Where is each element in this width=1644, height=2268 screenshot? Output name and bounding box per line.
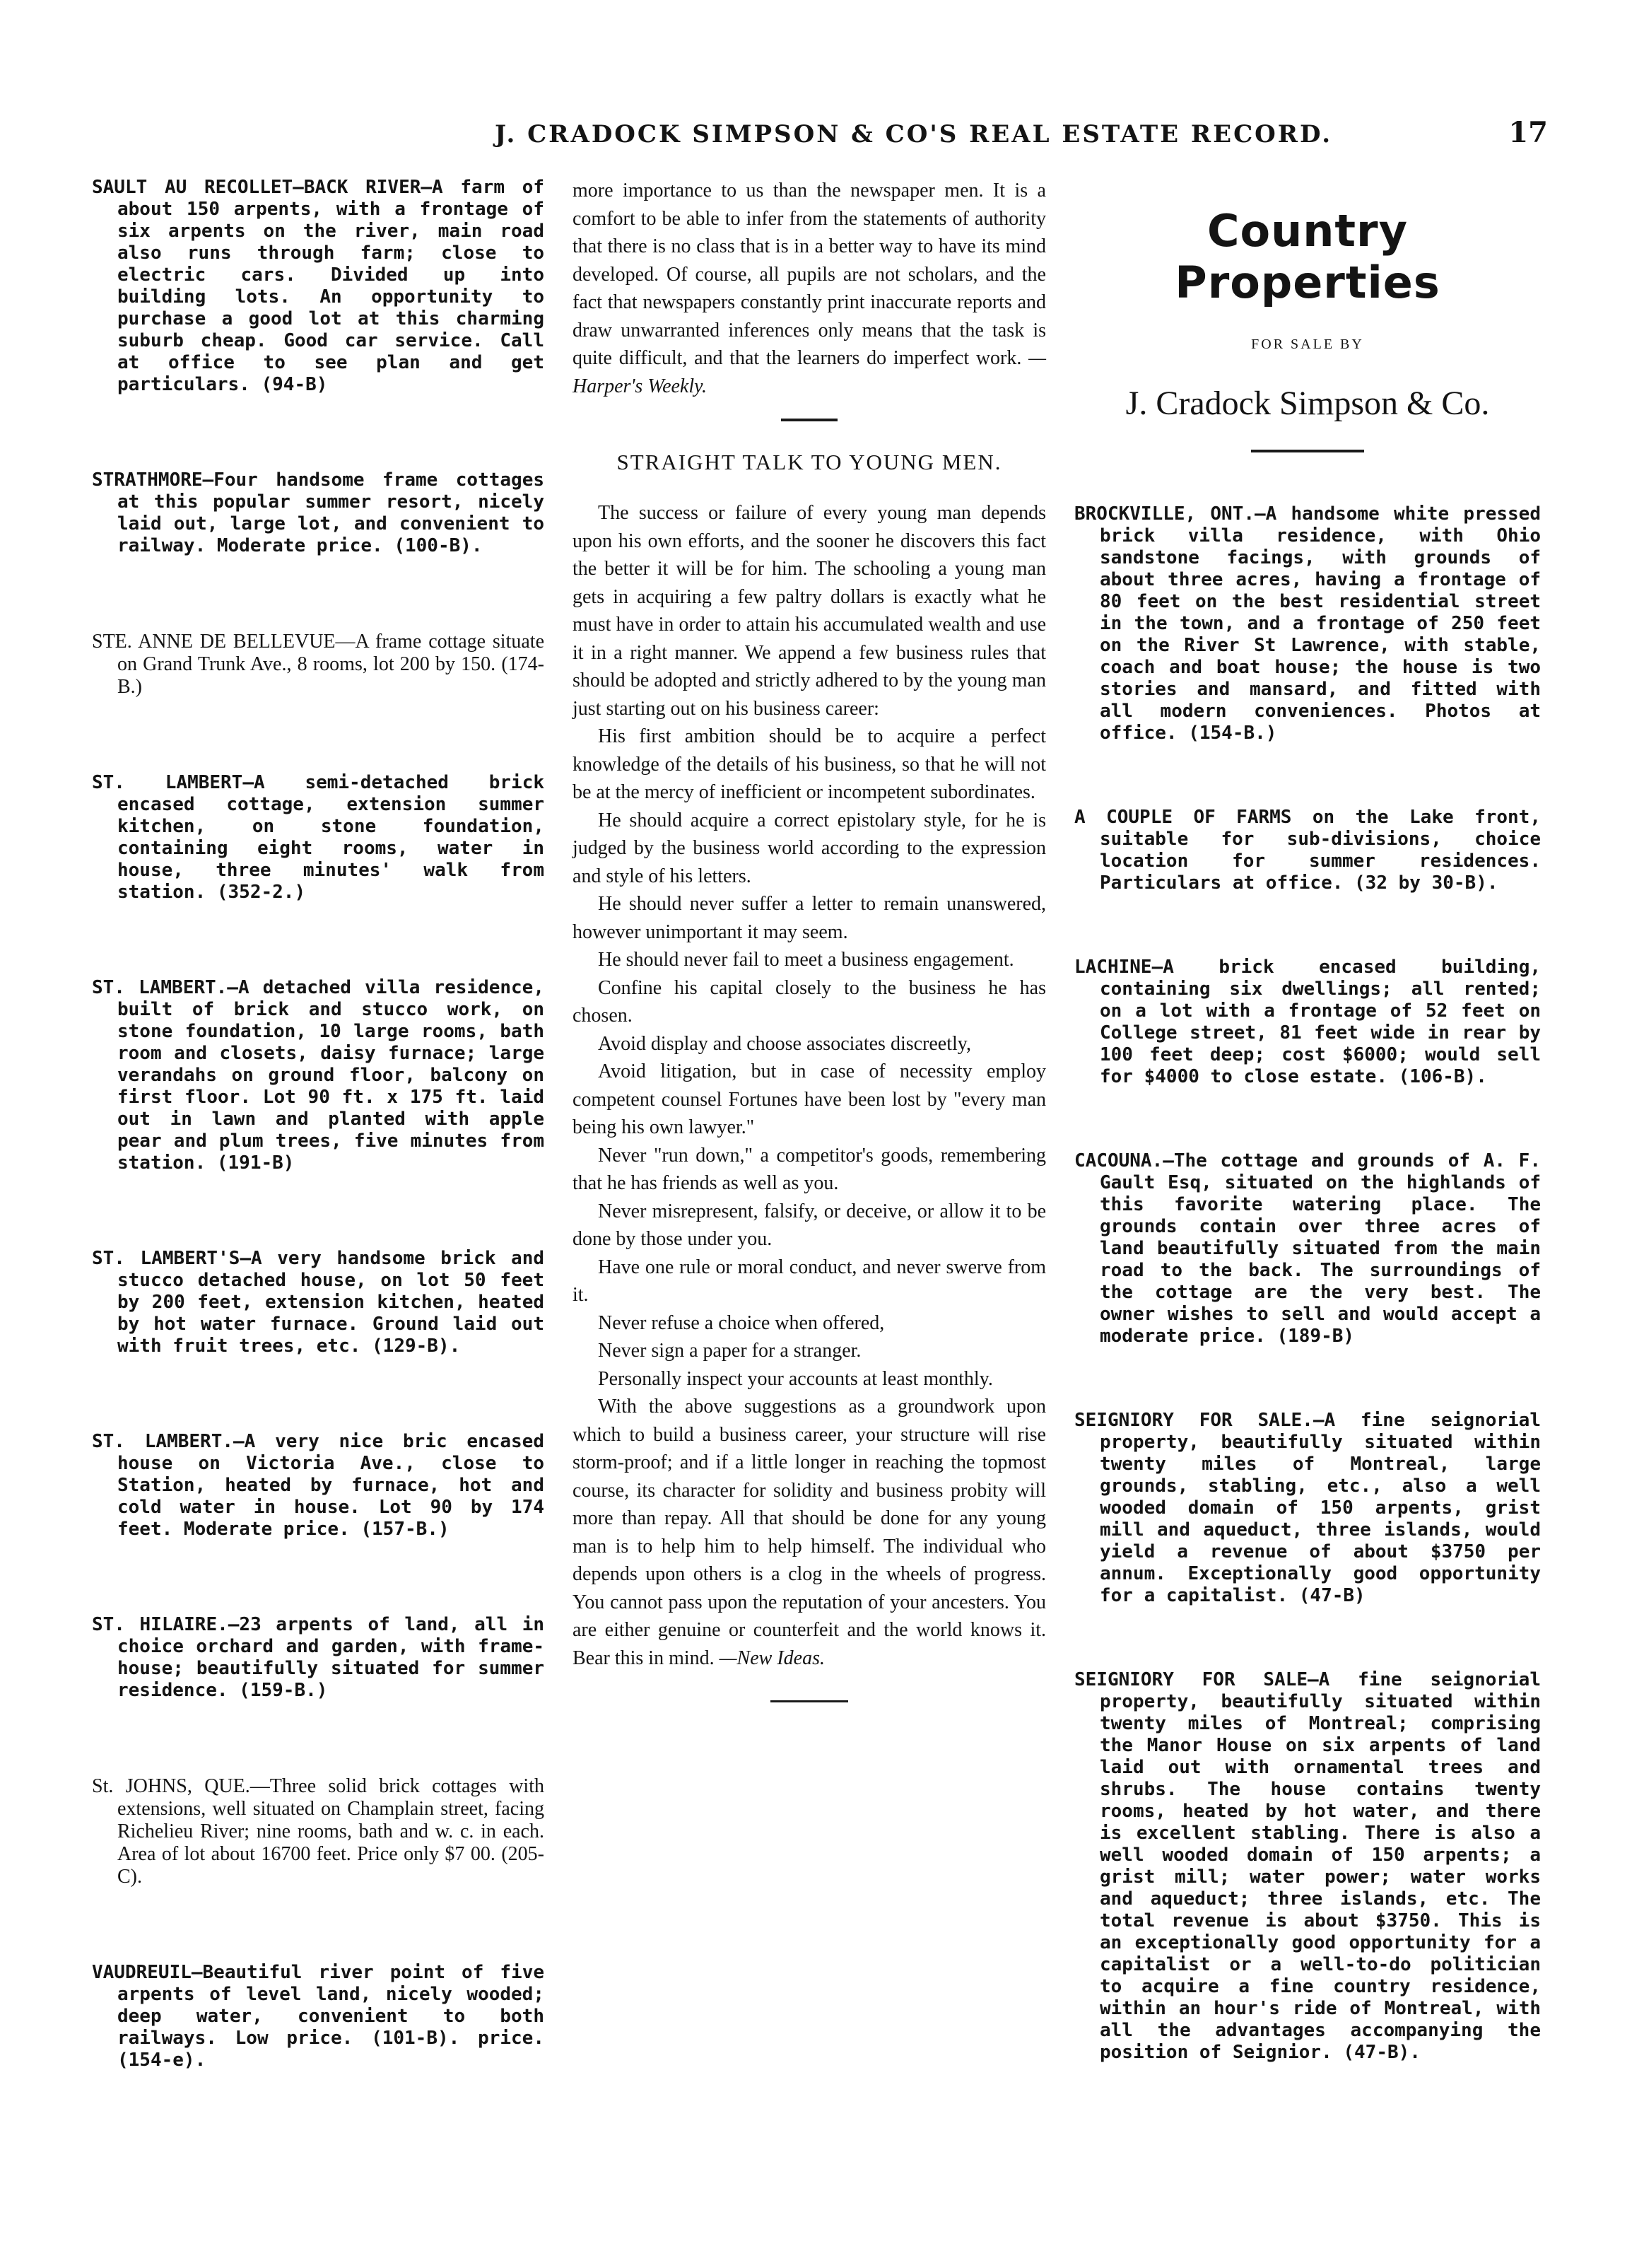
- listing-seigniory-2: SEIGNIORY FOR SALE—A fine seignorial property, beautifully situated within twenty miles of Montreal; comprising the Manor House on six arpents of land laid out with ornamental trees and shrubs. The house contains twenty rooms, heated by hot water, and there is excellent stabling. There is also a well wooded domain of 150 arpents; a grist mill; water power; water works and aqueduct; three islands, etc. The total revenue is about $3750. This is an exceptionally good opportunity for a capitalist or a well-to-do politician to acquire a fine country residence, within an hour's ride of Montreal, with all the advantages accompanying the position of Seignior. (47-B).: [1074, 1669, 1541, 2063]
- listing-sault-au-recollet: SAULT AU RECOLLET—BACK RIVER—A farm of about 150 arpents, with a frontage of six arpents on the river, main road also runs through farm; close to electric cars. Divided up into building lots. An opportunity to purchase a good lot at this charming suburb cheap. Good car service. Call at office to see plan and get particulars. (94-B): [92, 177, 544, 395]
- article-paragraph: He should acquire a correct epistolary style, for he is judged by the business world according to the expression and style of his letters.: [573, 809, 1046, 887]
- article-paragraph: Personally inspect your accounts at least monthly.: [598, 1367, 993, 1390]
- middle-column: [573, 177, 1046, 1702]
- listing-st-johns: St. JOHNS, QUE.—Three solid brick cottages with extensions, well situated on Champlain street, facing Richelieu River; nine rooms, bath and w. c. in each. Area of lot about 16700 feet. Price only $7 00. (205-C).: [92, 1775, 544, 1888]
- listing-ste-anne-de-bellevue: STE. ANNE DE BELLEVUE—A frame cottage situate on Grand Trunk Ave., 8 rooms, lot 200 by 150. (174-B.): [92, 631, 544, 698]
- article-paragraph: Avoid display and choose associates discreetly,: [598, 1032, 971, 1055]
- listing-st-lambert-semi-detached: ST. LAMBERT—A semi-detached brick encased cottage, extension summer kitchen, on stone foundation, containing eight rooms, water in house, three minutes' walk from station. (352-2.): [92, 772, 544, 903]
- article-intro-credit: —Harper's Weekly.: [573, 347, 1047, 397]
- running-title: J. CRADOCK SIMPSON & CO'S REAL ESTATE RECORD.: [495, 120, 1333, 148]
- article-paragraph: He should never fail to meet a business engagement.: [598, 949, 1014, 971]
- listing-lachine: LACHINE—A brick encased building, containing six dwellings; all rented; on a lot with a frontage of 52 feet on College street, 81 feet wide in rear by 100 feet deep; cost $6000; would sell for $4000 to close estate. (106-B).: [1074, 957, 1541, 1087]
- article-closing-credit: —New Ideas.: [719, 1647, 825, 1669]
- ad-title: Country Properties: [1175, 205, 1440, 308]
- ad-subtitle: FOR SALE BY: [1251, 337, 1364, 352]
- article-paragraph: Never sign a paper for a stranger.: [598, 1340, 862, 1362]
- listing-st-lambert-villa: ST. LAMBERT.—A detached villa residence, built of brick and stucco work, on stone foundation, 10 large rooms, bath room and closets, daisy furnace; large verandahs on ground floor, balcony on first floor. Lot 90 ft. x 175 ft. laid out in lawn and planted with apple pear and plum trees, five minutes from station. (191-B): [92, 977, 544, 1174]
- ad-firm-name: J. Cradock Simpson & Co.: [1125, 385, 1490, 422]
- article-intro: [573, 177, 1046, 400]
- section-divider: [781, 419, 838, 421]
- article-final-text: With the above suggestions as a groundwork upon which to build a business career, your structure will rise storm-proof; and if a little longer in reaching the topmost course, its character for solidity and business probity will more than repay. All that should be done for any young man is to help him to help himself. The individual who depends upon others is a clog in the wheels of progress. You cannot pass upon the reputation of your ancesters. You are either genuine or counterfeit and the world knows it. Bear this in mind.: [573, 1396, 1046, 1669]
- article-paragraph: Confine his capital closely to the business he has chosen.: [573, 976, 1046, 1027]
- page-number: 17: [1508, 116, 1548, 149]
- article-paragraph-final: [573, 1393, 1046, 1672]
- listing-cacouna: CACOUNA.—The cottage and grounds of A. F. Gault Esq, situated on the highlands of this favorite watering place. The grounds contain over three acres of land beautifully situated from the main road to the back. The surroundings of the cottage are the very best. The owner wishes to sell and would accept a moderate price. (189-B): [1074, 1150, 1541, 1347]
- listing-vaudreuil: VAUDREUIL—Beautiful river point of five arpents of level land, nicely wooded; deep water, convenient to both railways. Low price. (101-B). price. (154-e).: [92, 1962, 544, 2071]
- listing-st-hilaire: ST. HILAIRE.—23 arpents of land, all in choice orchard and garden, with frame-house; beautifully situated for summer residence. (159-B.): [92, 1614, 544, 1701]
- listing-brockville: BROCKVILLE, ONT.—A handsome white pressed brick villa residence, with Ohio sandstone facings, with grounds of about three acres, having a frontage of 80 feet on the best residential street in the town, and a frontage of 250 feet on the River St Lawrence, with stable, coach and boat house; the house is two stories and mansard, and fitted with all modern conveniences. Photos at office. (154-B.): [1074, 503, 1541, 744]
- left-column: [92, 177, 544, 2145]
- listing-seigniory-1: SEIGNIORY FOR SALE.—A fine seignorial property, beautifully situated within twenty miles of Montreal, large grounds, stabling, etc., also a well wooded domain of 150 arpents, grist mill and aqueduct, three islands, would yield a revenue of about $3750 per annum. Exceptionally good opportunity for a capitalist. (47-B): [1074, 1410, 1541, 1606]
- article-paragraph: Have one rule or moral conduct, and never swerve from it.: [573, 1256, 1046, 1306]
- article-paragraph: Never misrepresent, falsify, or deceive, or allow it to be done by those under you.: [573, 1200, 1046, 1250]
- article-intro-text: more importance to us than the newspaper men. It is a comfort to be able to infer from the statements of authority that there is no class that is in a better way to have its mind developed. Of course, all pupils are not scholars, and the fact that newspapers constantly print inaccurate reports and draw unwarranted inferences only means that the task is quite difficult, and that the learners do imperfect work.: [573, 180, 1046, 369]
- article-paragraph: Avoid litigation, but in case of necessity employ competent counsel Fortunes have been lost by "every man being his own lawyer.": [573, 1060, 1046, 1138]
- article-paragraph: Never "run down," a competitor's goods, remembering that he has friends as well as you.: [573, 1144, 1046, 1194]
- page-header: [92, 116, 1548, 156]
- end-divider: [770, 1700, 848, 1702]
- article-heading: STRAIGHT TALK TO YOUNG MEN.: [616, 450, 1002, 474]
- article-paragraph: The success or failure of every young man depends upon his own efforts, and the sooner he discovers this fact the better it will be for him. The schooling a young man gets in acquiring a few paltry dollars is exactly what he must have in order to attain his accumulated wealth and use it in a right manner. We append a few business rules that should be adopted and strictly adhered to by the young man just starting out on his business career:: [573, 502, 1046, 720]
- listing-st-lambert-victoria-ave: ST. LAMBERT.—A very nice bric encased house on Victoria Ave., close to Station, heated by furnace, hot and cold water in house. Lot 90 by 174 feet. Moderate price. (157-B.): [92, 1431, 544, 1540]
- listing-st-lamberts-brick: ST. LAMBERT'S—A very handsome brick and stucco detached house, on lot 50 feet by 200 feet, extension kitchen, heated by hot water furnace. Ground laid out with fruit trees, etc. (129-B).: [92, 1248, 544, 1357]
- ad-divider: [1251, 450, 1364, 452]
- listing-couple-of-farms: A COUPLE OF FARMS on the Lake front, suitable for sub-divisions, choice location for summer residences. Particulars at office. (32 by 30-B).: [1074, 807, 1541, 894]
- article-paragraph: He should never suffer a letter to remain unanswered, however unimportant it may seem.: [573, 893, 1046, 943]
- listing-strathmore: STRATHMORE—Four handsome frame cottages at this popular summer resort, nicely laid out, large lot, and convenient to railway. Moderate price. (100-B).: [92, 469, 544, 556]
- article-paragraph: Never refuse a choice when offered,: [598, 1311, 885, 1334]
- right-column: [1074, 177, 1541, 2126]
- article-paragraph: His first ambition should be to acquire a perfect knowledge of the details of his business, so that he will not be at the mercy of inefficient or incompetent subordinates.: [573, 725, 1046, 803]
